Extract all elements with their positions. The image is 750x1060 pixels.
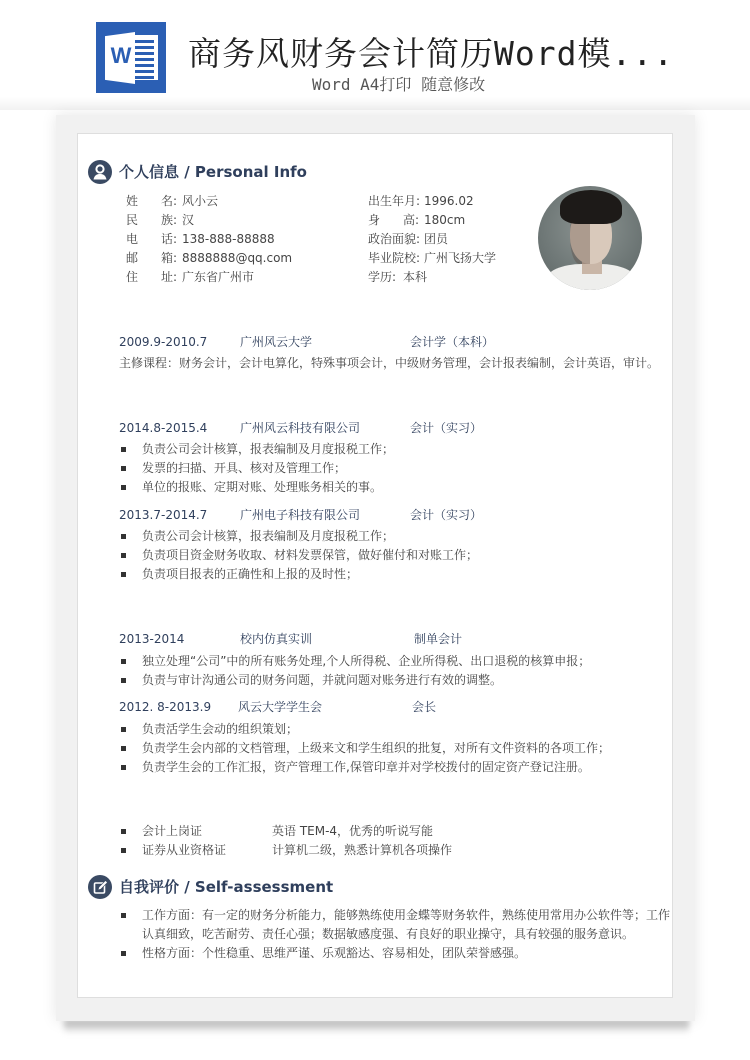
- practice-period: 2012. 8-2013.9: [119, 700, 212, 714]
- label-degree: 学历:: [368, 270, 397, 284]
- label-politics: 政治面貌:: [368, 232, 421, 246]
- label-name-a: 姓: [126, 194, 139, 208]
- education-school: 广州风云大学: [240, 335, 313, 349]
- practice-role: 制单会计: [414, 632, 463, 646]
- label-height-b: 高:: [403, 213, 420, 227]
- section-title-personal-info: 个人信息 / Personal Info: [119, 163, 307, 181]
- label-school: 毕业院校:: [368, 251, 421, 265]
- bullet-icon: [121, 553, 126, 558]
- edit-icon: [88, 875, 112, 899]
- assessment-line: 工作方面：有一定的财务分析能力，能够熟练使用金蝶等财务软件，熟练使用常用办公软件等；工作: [142, 908, 671, 922]
- assessment-line: 认真细致，吃苦耐劳、责任心强；数据敏感度强、有良好的职业操守，具有较强的服务意识。: [142, 927, 635, 941]
- label-address-a: 住: [126, 270, 139, 284]
- work-item: 负责项目报表的正确性和上报的及时性；: [142, 567, 359, 581]
- label-ethnicity-a: 民: [126, 213, 139, 227]
- skill-desc: 计算机二级，熟悉计算机各项操作: [272, 843, 453, 857]
- label-birth: 出生年月:: [368, 194, 421, 208]
- work-item: 负责公司会计核算，报表编制及月度报税工作；: [142, 529, 395, 543]
- bullet-icon: [121, 829, 126, 834]
- word-app-icon: [96, 22, 166, 93]
- skill-desc: 英语 TEM-4，优秀的听说写能: [272, 824, 434, 838]
- work-period: 2013.7-2014.7: [119, 508, 208, 522]
- work-item: 发票的扫描、开具、核对及管理工作；: [142, 461, 347, 475]
- bullet-icon: [121, 485, 126, 490]
- bullet-icon: [121, 534, 126, 539]
- section-title-self-assessment: 自我评价 / Self-assessment: [119, 878, 334, 896]
- skill-cert: 证券从业资格证: [142, 843, 227, 857]
- practice-role: 会长: [412, 700, 437, 714]
- bullet-icon: [121, 951, 126, 956]
- value-phone: 138-888-88888: [182, 232, 275, 246]
- value-name: 风小云: [182, 194, 219, 208]
- bullet-icon: [121, 765, 126, 770]
- label-phone-b: 话:: [161, 232, 178, 246]
- practice-item: 独立处理“公司”中的所有账务处理,个人所得税、企业所得税、出口退税的核算申报；: [142, 654, 591, 668]
- label-ethnicity-b: 族:: [161, 213, 178, 227]
- work-role: 会计（实习）: [410, 508, 483, 522]
- practice-item: 负责与审计沟通公司的财务问题，并就问题对账务进行有效的调整。: [142, 673, 503, 687]
- label-name-b: 名:: [161, 194, 178, 208]
- bullet-icon: [121, 572, 126, 577]
- practice-period: 2013-2014: [119, 632, 185, 646]
- work-company: 广州风云科技有限公司: [240, 421, 361, 435]
- profile-photo: [538, 186, 642, 290]
- work-item: 单位的报账、定期对账、处理账务相关的事。: [142, 480, 383, 494]
- bullet-icon: [121, 727, 126, 732]
- work-item: 负责公司会计核算，报表编制及月度报税工作；: [142, 442, 395, 456]
- value-ethnicity: 汉: [182, 213, 195, 227]
- bullet-icon: [121, 848, 126, 853]
- education-period: 2009.9-2010.7: [119, 335, 208, 349]
- label-phone-a: 电: [126, 232, 139, 246]
- header-banner: [0, 0, 750, 110]
- label-height-a: 身: [368, 213, 381, 227]
- value-school: 广州飞扬大学: [424, 251, 497, 265]
- work-period: 2014.8-2015.4: [119, 421, 208, 435]
- value-degree: 本科: [403, 270, 428, 284]
- label-email-b: 箱:: [161, 251, 178, 265]
- page-subtitle: Word A4打印 随意修改: [312, 75, 486, 94]
- photo-hair: [560, 190, 622, 224]
- practice-org: 校内仿真实训: [240, 632, 313, 646]
- bullet-icon: [121, 659, 126, 664]
- practice-org: 风云大学学生会: [238, 700, 323, 714]
- assessment-line: 性格方面：个性稳重、思维严谨、乐观豁达、容易相处，团队荣誉感强。: [142, 946, 527, 960]
- value-address: 广东省广州市: [182, 270, 255, 284]
- label-address-b: 址:: [161, 270, 178, 284]
- word-letter: W: [110, 43, 132, 68]
- bullet-icon: [121, 746, 126, 751]
- value-height: 180cm: [424, 213, 466, 227]
- value-email: 8888888@qq.com: [182, 251, 293, 265]
- education-major: 会计学（本科）: [410, 335, 495, 349]
- work-company: 广州电子科技有限公司: [240, 508, 361, 522]
- bullet-icon: [121, 913, 126, 918]
- page-title: 商务风财务会计简历Word模...: [188, 34, 675, 73]
- value-politics: 团员: [424, 232, 449, 246]
- frame-shadow: [64, 1020, 689, 1034]
- practice-item: 负责学生会的工作汇报，资产管理工作,保管印章并对学校拨付的固定资产登记注册。: [142, 760, 590, 774]
- practice-item: 负责学生会内部的文档管理，上级来文和学生组织的批复，对所有文件资料的各项工作；: [142, 741, 611, 755]
- skill-cert: 会计上岗证: [142, 824, 203, 838]
- bullet-icon: [121, 678, 126, 683]
- user-icon: [88, 160, 112, 184]
- bullet-icon: [121, 447, 126, 452]
- label-email-a: 邮: [126, 251, 139, 265]
- work-item: 负责项目资金财务收取、材料发票保管，做好催付和对账工作；: [142, 548, 479, 562]
- work-role: 会计（实习）: [410, 421, 483, 435]
- bullet-icon: [121, 466, 126, 471]
- education-courses: 主修课程：财务会计，会计电算化，特殊事项会计，中级财务管理，会计报表编制，会计英语，审计。: [119, 356, 660, 370]
- value-birth: 1996.02: [424, 194, 474, 208]
- practice-item: 负责活学生会动的组织策划；: [142, 722, 299, 736]
